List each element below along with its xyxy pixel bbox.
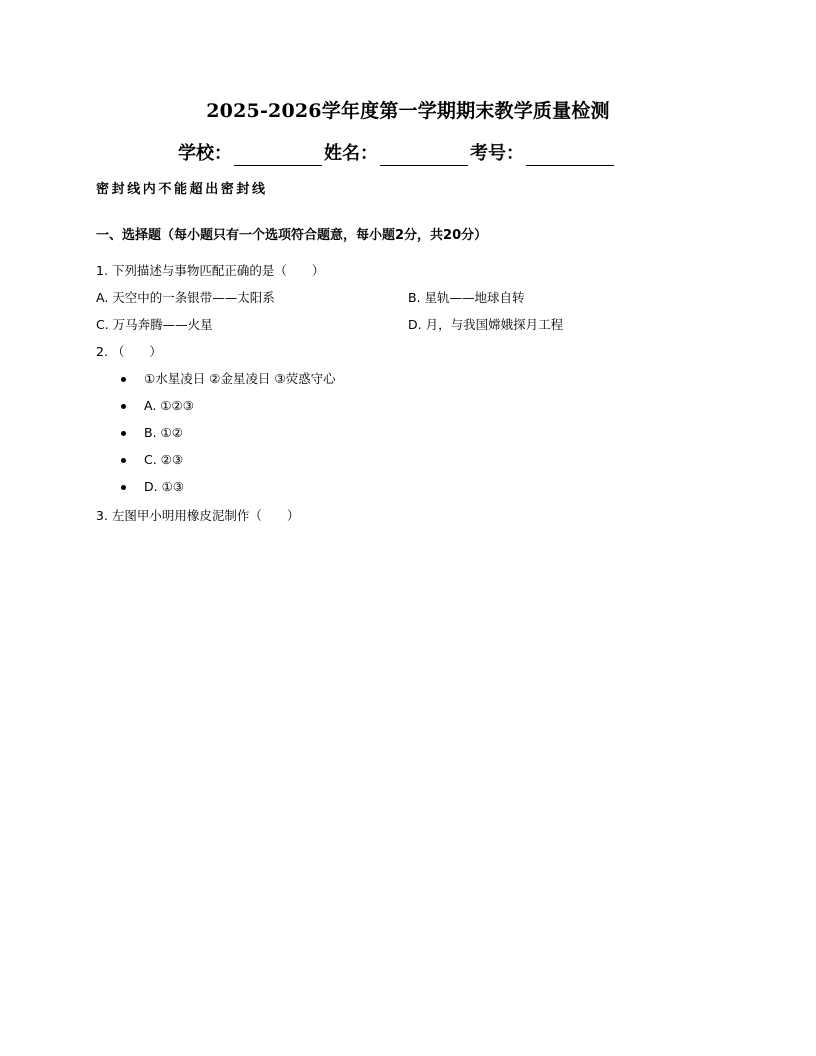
- list-item: [118, 478, 336, 505]
- school-blank: [234, 145, 322, 166]
- student-info-row: [178, 140, 616, 166]
- bullet-icon: [121, 458, 126, 463]
- list-item: [118, 451, 336, 478]
- question-2-stem: 2. （ ）: [96, 344, 162, 359]
- section-heading: 一、选择题（每小题只有一个选项符合题意，每小题2分，共20分）: [96, 228, 488, 243]
- exam-no-blank: [526, 145, 614, 166]
- bullet-icon: [121, 377, 126, 382]
- exam-title: 2025-2026学年度第一学期期末教学质量检测: [206, 100, 610, 122]
- question-2-list: [118, 370, 336, 505]
- school-label: 学校：: [178, 143, 232, 164]
- list-item-text: B. ①②: [144, 425, 183, 440]
- bullet-icon: [121, 485, 126, 490]
- seal-notice: 密封线内不能超出密封线: [96, 182, 268, 197]
- bullet-icon: [121, 404, 126, 409]
- list-item-text: A. ①②③: [144, 398, 194, 413]
- list-item-text: C. ②③: [144, 452, 184, 467]
- bullet-icon: [121, 431, 126, 436]
- question-1-option-a: A. 天空中的一条银带——太阳系: [96, 290, 275, 305]
- name-label: 姓名：: [324, 143, 378, 164]
- list-item: [118, 424, 336, 451]
- question-1-stem: 1. 下列描述与事物匹配正确的是（ ）: [96, 263, 325, 278]
- exam-no-label: 考号：: [470, 143, 524, 164]
- question-1-option-d: D. 月，与我国嫦娥探月工程: [408, 317, 564, 332]
- question-1-option-c: C. 万马奔腾——火星: [96, 317, 213, 332]
- list-item: [118, 370, 336, 397]
- list-item-text: D. ①③: [144, 479, 184, 494]
- question-1-option-b: B. 星轨——地球自转: [408, 290, 525, 305]
- name-blank: [380, 145, 468, 166]
- list-item: [118, 397, 336, 424]
- list-item-text: ①水星凌日 ②金星凌日 ③荧惑守心: [144, 371, 336, 386]
- question-3-stem: 3. 左图甲小明用橡皮泥制作（ ）: [96, 508, 300, 523]
